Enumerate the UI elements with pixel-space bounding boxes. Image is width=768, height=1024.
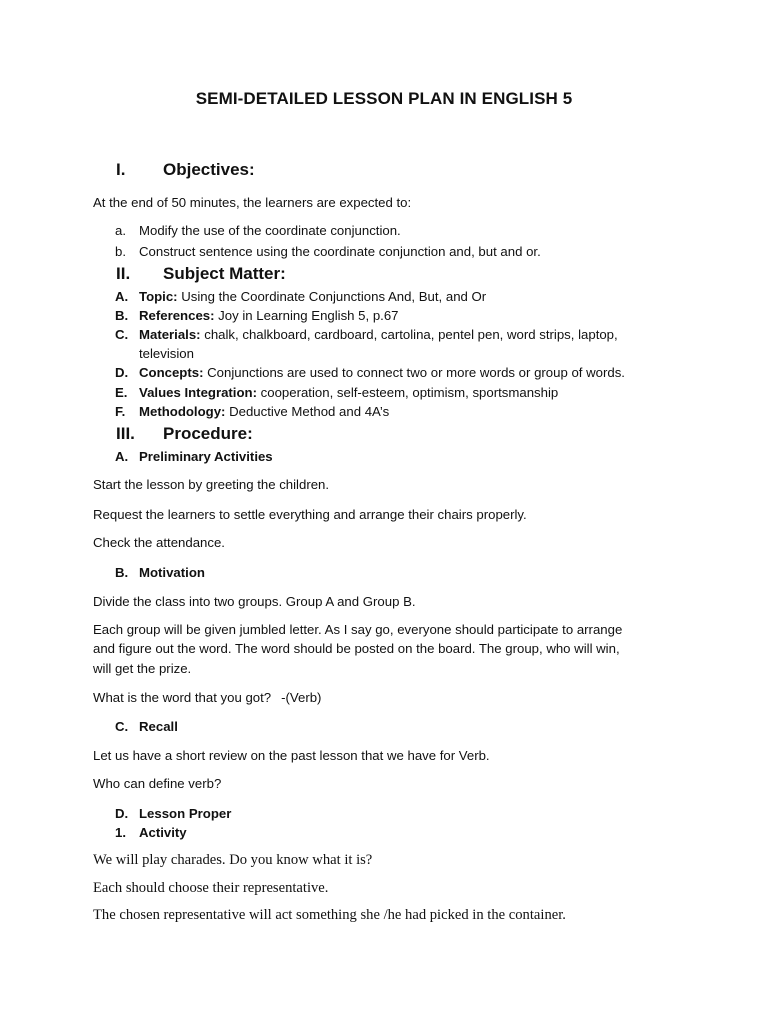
- subject-marker: D.: [115, 365, 129, 380]
- subject-item-concepts: Concepts: Conjunctions are used to connect two or more words or group of words.: [139, 365, 625, 380]
- procedure-marker: D.: [115, 806, 129, 821]
- subheading-lesson-proper: Lesson Proper: [139, 806, 232, 821]
- section-heading-objectives: Objectives:: [163, 160, 255, 179]
- subject-item-topic: Topic: Using the Coordinate Conjunctions And, But, and Or: [139, 289, 487, 304]
- subject-item-values: Values Integration: cooperation, self-esteem, optimism, sportsmanship: [139, 385, 559, 400]
- subheading-preliminary-activities: Preliminary Activities: [139, 449, 273, 464]
- paragraph-line: Each group will be given jumbled letter. As I say go, everyone should participate to arrange: [93, 622, 623, 637]
- subheading-motivation: Motivation: [139, 565, 205, 580]
- paragraph-line: will get the prize.: [93, 661, 192, 676]
- paragraph: Let us have a short review on the past lesson that we have for Verb.: [93, 748, 490, 763]
- activity-marker: 1.: [115, 825, 126, 840]
- paragraph: Check the attendance.: [93, 535, 225, 550]
- question-line: What is the word that you got? -(Verb): [93, 690, 322, 705]
- section-number-objectives: I.: [116, 160, 126, 179]
- procedure-marker: B.: [115, 565, 129, 580]
- subject-marker: C.: [115, 327, 129, 342]
- objectives-intro: At the end of 50 minutes, the learners are expected to:: [93, 195, 412, 210]
- subject-marker: E.: [115, 385, 128, 400]
- section-heading-subject-matter: Subject Matter:: [163, 264, 286, 283]
- subheading-activity: Activity: [139, 825, 187, 840]
- subject-marker: F.: [115, 404, 126, 419]
- subject-marker: B.: [115, 308, 129, 323]
- subheading-recall: Recall: [139, 719, 178, 734]
- paragraph: Start the lesson by greeting the children.: [93, 477, 330, 492]
- procedure-marker: A.: [115, 449, 129, 464]
- subject-item-references: References: Joy in Learning English 5, p.67: [139, 308, 399, 323]
- section-heading-procedure: Procedure:: [163, 424, 253, 443]
- subject-item-materials: Materials: chalk, chalkboard, cardboard, cartolina, pentel pen, word strips, laptop,: [139, 327, 618, 342]
- objective-item: Modify the use of the coordinate conjunction.: [139, 223, 401, 238]
- section-number-procedure: III.: [116, 424, 135, 443]
- objective-item: Construct sentence using the coordinate conjunction and, but and or.: [139, 244, 541, 259]
- paragraph: Who can define verb?: [93, 776, 222, 791]
- paragraph-line: and figure out the word. The word should be posted on the board. The group, who will win,: [93, 641, 620, 656]
- paragraph: The chosen representative will act something she /he had picked in the container.: [93, 907, 566, 923]
- paragraph: We will play charades. Do you know what it is?: [93, 852, 373, 868]
- subject-marker: A.: [115, 289, 129, 304]
- objective-marker: b.: [115, 244, 126, 259]
- section-number-subject-matter: II.: [116, 264, 131, 283]
- paragraph: Divide the class into two groups. Group A and Group B.: [93, 594, 416, 609]
- subject-item-methodology: Methodology: Deductive Method and 4A’s: [139, 404, 390, 419]
- page-title: SEMI-DETAILED LESSON PLAN IN ENGLISH 5: [195, 89, 573, 108]
- paragraph: Each should choose their representative.: [93, 880, 329, 896]
- paragraph: Request the learners to settle everything and arrange their chairs properly.: [93, 507, 527, 522]
- procedure-marker: C.: [115, 719, 129, 734]
- objective-marker: a.: [115, 223, 126, 238]
- subject-item-materials-continued: television: [139, 346, 194, 361]
